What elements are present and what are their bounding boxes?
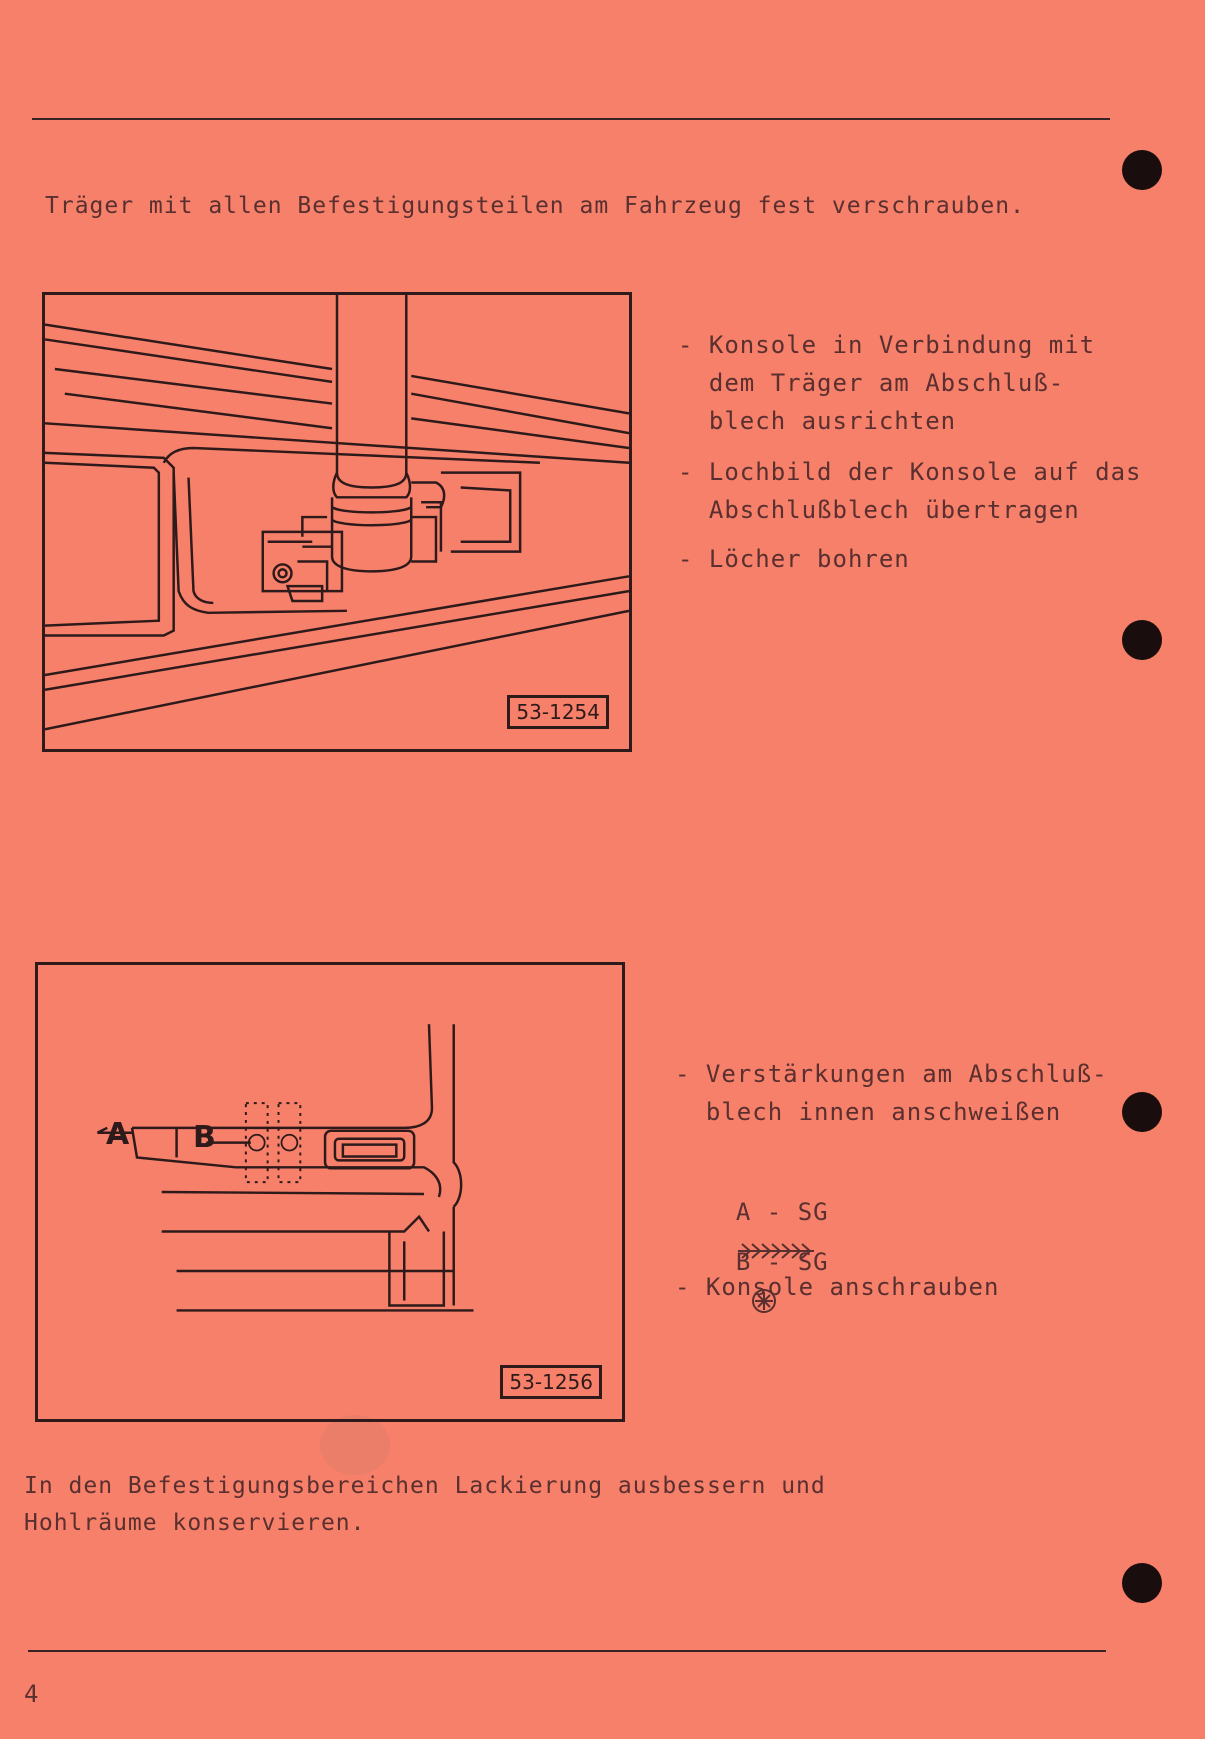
marker-b: B xyxy=(193,1120,216,1155)
page-number: 4 xyxy=(24,1680,39,1708)
paper-stain xyxy=(320,1415,390,1475)
weld-a-label: A - SG xyxy=(735,1198,829,1226)
figure-label: 53-1256 xyxy=(500,1365,602,1399)
weld-illustration xyxy=(38,965,622,1419)
step-line: - Konsole in Verbindung mit xyxy=(678,331,1096,359)
bottom-rule xyxy=(28,1650,1106,1652)
step-line: blech ausrichten xyxy=(678,407,957,435)
punch-hole xyxy=(1122,1563,1162,1603)
step-line: - Verstärkungen am Abschluß- xyxy=(675,1060,1108,1088)
footer-line: Hohlräume konservieren. xyxy=(24,1510,366,1536)
step-drill-holes xyxy=(678,540,910,578)
marker-a: A xyxy=(106,1117,130,1152)
step-line: blech innen anschweißen xyxy=(675,1098,1062,1126)
step-bolt-bracket: - Konsole anschrauben xyxy=(675,1273,1000,1301)
step-line: - Lochbild der Konsole auf das xyxy=(678,458,1142,486)
punch-hole xyxy=(1122,1092,1162,1132)
punch-hole xyxy=(1122,150,1162,190)
figure-1254 xyxy=(42,292,632,752)
step-line: dem Träger am Abschluß- xyxy=(678,369,1065,397)
footer-line: In den Befestigungsbereichen Lackierung ausbessern und xyxy=(24,1473,826,1499)
step-transfer-holes xyxy=(678,453,1141,529)
weld-b-label: B - SG xyxy=(735,1248,829,1276)
punch-hole xyxy=(1122,620,1162,660)
figure-label: 53-1254 xyxy=(507,695,609,729)
figure-1256 xyxy=(35,962,625,1422)
footer-text xyxy=(24,1468,826,1542)
step-line: Abschlußblech übertragen xyxy=(678,496,1080,524)
step-line: - Löcher bohren xyxy=(678,545,910,573)
step-weld-reinforcements xyxy=(675,1055,1108,1131)
intro-text: Träger mit allen Befestigungsteilen am Fahrzeug fest verschrauben. xyxy=(45,193,1025,219)
step-align-bracket xyxy=(678,326,1095,440)
top-rule xyxy=(32,118,1110,120)
bracket-illustration xyxy=(45,295,629,749)
